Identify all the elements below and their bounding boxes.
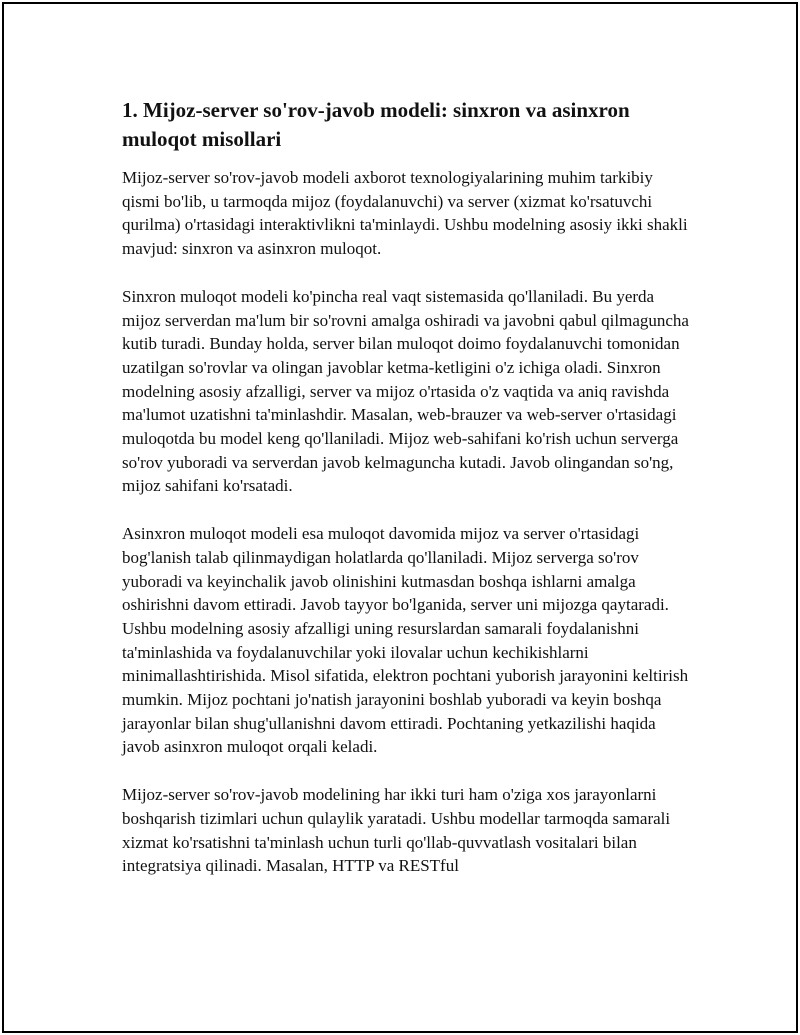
page-frame	[2, 2, 798, 1033]
paragraph-asynchronous: Asinxron muloqot modeli esa muloqot davomida mijoz va server o'rtasidagi bog'lanish talab qilinmaydigan holatlarda qo'llaniladi. Mijoz serverga so'rov yuboradi va keyinchalik javob olinishini kutmasdan boshqa ishlarni amalga oshirishni davom ettiradi. Javob tayyor bo'lganida, server uni mijozga qaytaradi. Ushbu modelning asosiy afzalligi uning resurslardan samarali foydalanishni ta'minlashida va foydalanuvchilar yoki ilovalar uchun kechikishlarni minimallashtirishida. Misol sifatida, elektron pochtani yuborish jarayonini keltirish mumkin. Mijoz pochtani jo'natish jarayonini boshlab yuboradi va keyin boshqa jarayonlar bilan shug'ullanishni davom ettiradi. Pochtaning yetkazilishi haqida javob asinxron muloqot orqali keladi.	[122, 524, 689, 757]
paragraph-synchronous: Sinxron muloqot modeli ko'pincha real vaqt sistemasida qo'llaniladi. Bu yerda mijoz serverdan ma'lum bir so'rovni amalga oshiradi va javobni qabul qilmaguncha kutib turadi. Bunday holda, server bilan muloqot doimo foydalanuvchi tomonidan uzatilgan so'rovlar va olingan javoblar ketma-ketligini o'z ichiga oladi. Sinxron modelning asosiy afzalligi, server va mijoz o'rtasida o'z vaqtida va aniq ravishda ma'lumot uzatishni ta'minlashdir. Masalan, web-brauzer va web-server o'rtasidagi muloqotda bu model keng qo'llaniladi. Mijoz web-sahifani ko'rish uchun serverga so'rov yuboradi va serverdan javob kelmaguncha kutadi. Javob olingandan so'ng, mijoz sahifani ko'rsatadi.	[122, 286, 689, 496]
paragraph-intro: Mijoz-server so'rov-javob modeli axborot texnologiyalarining muhim tarkibiy qismi bo'lib, u tarmoqda mijoz (foydalanuvchi) va server (xizmat ko'rsatuvchi qurilma) o'rtasidagi interaktivlikni ta'minlaydi. Ushbu modelning asosiy ikki shakli mavjud: sinxron va asinxron muloqot.	[122, 168, 688, 259]
paragraph-conclusion: Mijoz-server so'rov-javob modelining har ikki turi ham o'ziga xos jarayonlarni boshqarish tizimlari uchun qulaylik yaratadi. Ushbu modellar tarmoqda samarali xizmat ko'rsatishni ta'minlash uchun turli qo'llab-quvvatlash vositalari bilan integratsiya qilinadi. Masalan, HTTP va RESTful	[122, 785, 671, 876]
section-heading: 1. Mijoz-server so'rov-javob modeli: sinxron va asinxron muloqot misollari	[122, 98, 630, 151]
document-body	[122, 96, 692, 902]
